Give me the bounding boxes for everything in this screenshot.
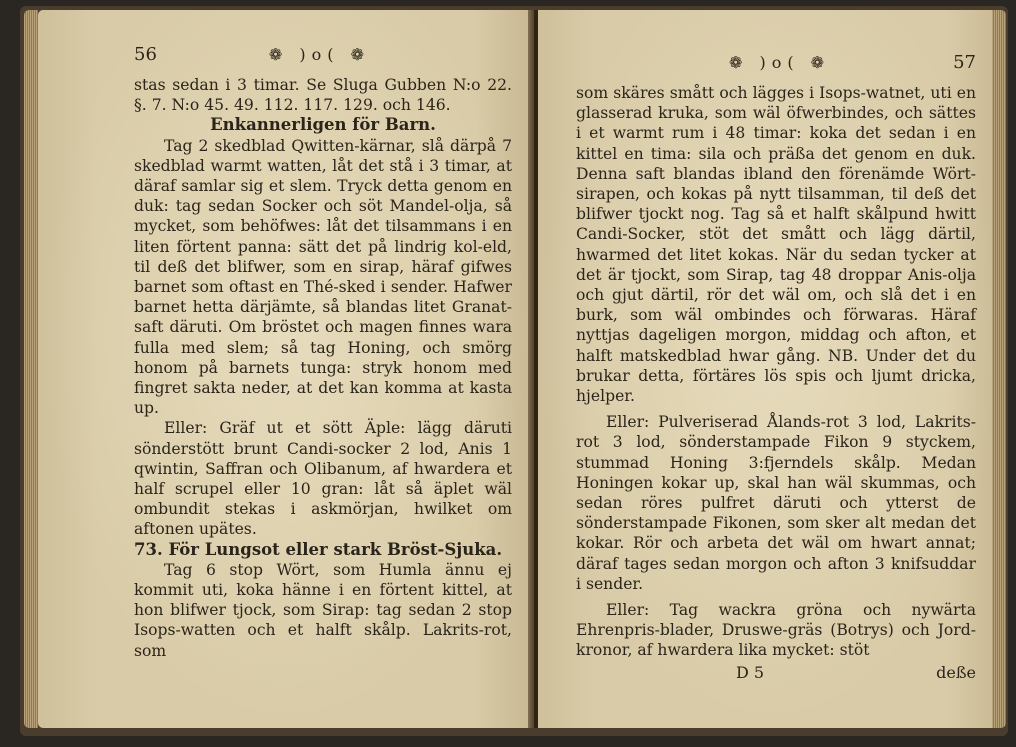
paragraph: Eller: Gräf ut et sött Äple: lägg däruti sönderstött brunt Candi-socker 2 lod, Anis 1 qwintin, Saffran och Olibanum, af hwardera et half scrupel eller 10 gran: låt så äplet wäl ombundit stekas i askmörjan, hwilket om aftonen upätes. <box>134 419 512 539</box>
paragraph: Tag 2 skedblad Qwitten-kärnar, slå därpå 7 skedblad warmt watten, låt det stå i 3 timar, at däraf samlar sig et slem. Tryck detta genom en duk: tag sedan Socker och söt Mandel-olja, så mycket, som behöfwes: låt det tilsammans i en liten förtent panna: sätt det på lindrig kol-eld, til deß det blifwer, som en sirap, häraf gifwes barnet som oftast en Thé-sked i sender. Hafwer barnet hetta därjämte, så blandas litet Granat-saft däruti. Om bröstet och magen finnes wara fulla med slem; så tag Honing, och smörg honom på barnets tunga: stryk honom med fingret sakta neder, at det kan komma at kasta up. <box>134 136 512 418</box>
heading: Enkannerligen för Barn. <box>210 115 436 135</box>
paragraph: Tag 6 stop Wört, som Humla ännu ej kommit uti, koka hänne i en förtent kittel, at hon blifwer tjock, som Sirap: tag sedan 2 stop Isops-watten och et halft skålp. Lakrits-rot, som <box>134 560 512 660</box>
right-page-text <box>576 83 976 661</box>
paragraph: stas sedan i 3 timar. Se Sluga Gubben N:o 22. §. 7. N:o 45. 49. 112. 117. 129. och 146. <box>134 76 512 115</box>
ornament: ❁ )o( ❁ <box>728 53 831 72</box>
page-edges-right <box>992 10 1006 728</box>
page-number: 56 <box>134 44 157 65</box>
page-number: 57 <box>953 52 976 73</box>
ornament: ❁ )o( ❁ <box>268 45 370 64</box>
book-spread <box>20 6 1008 736</box>
catchword: deße <box>936 662 976 682</box>
paragraph: Eller: Tag wackra gröna och nywärta Ehrenpris-blader, Druswe-gräs (Botrys) och Jord-kronor, af hwardera lika mycket: stöt <box>576 601 976 660</box>
right-page-header <box>576 52 976 73</box>
left-page <box>38 10 534 728</box>
page-footer <box>576 663 976 682</box>
signature-mark: D 5 <box>736 662 765 682</box>
section-title: 73. För Lungsot eller stark Bröst-Sjuka. <box>134 539 503 559</box>
paragraph: Eller: Pulveriserad Ålands-rot 3 lod, Lakrits-rot 3 lod, sönderstampade Fikon 9 styckem, stummad Honing 3:fjerndels skålp. Medan Honingen kokar up, skal han wäl skummas, och sedan röres pulfret däruti och ytterst de sönderstampade Fikonen, som sker alt medan det kokar. Rör och arbeta det wäl om hwart annat; däraf tages sedan morgon och afton 3 knifsuddar i sender. <box>576 413 976 593</box>
paragraph: som skäres smått och lägges i Isops-watnet, uti en glasserad kruka, som wäl öfwerbindes, och sättes i et warmt rum i 48 timar: koka det sedan i en kittel en tima: sila och präßa det genom en duk. Denna saft blandas ibland den förenämde Wört-sirapen, och kokas på nytt tilsamman, til deß det blifwer tjockt nog. Tag så et halft skålpund hwitt Candi-Socker, stöt det smått och lägg därtil, hwarmed det litet kokas. När du sedan tycker at det är tjockt, som Sirap, tag 48 droppar Anis-olja och gjut därtil, rör det wäl om, och slå det i en burk, som wäl ombindes och förwaras. Häraf nyttjas dageligen morgon, middag och afton, et halft matskedblad hwar gång. NB. Under det du brukar detta, förtäres lös spis och ljumt dricka, hjelper. <box>576 84 976 406</box>
left-page-header <box>134 44 512 65</box>
page-edges-left <box>24 10 38 728</box>
left-page-text <box>134 75 512 661</box>
right-page <box>538 10 1004 728</box>
